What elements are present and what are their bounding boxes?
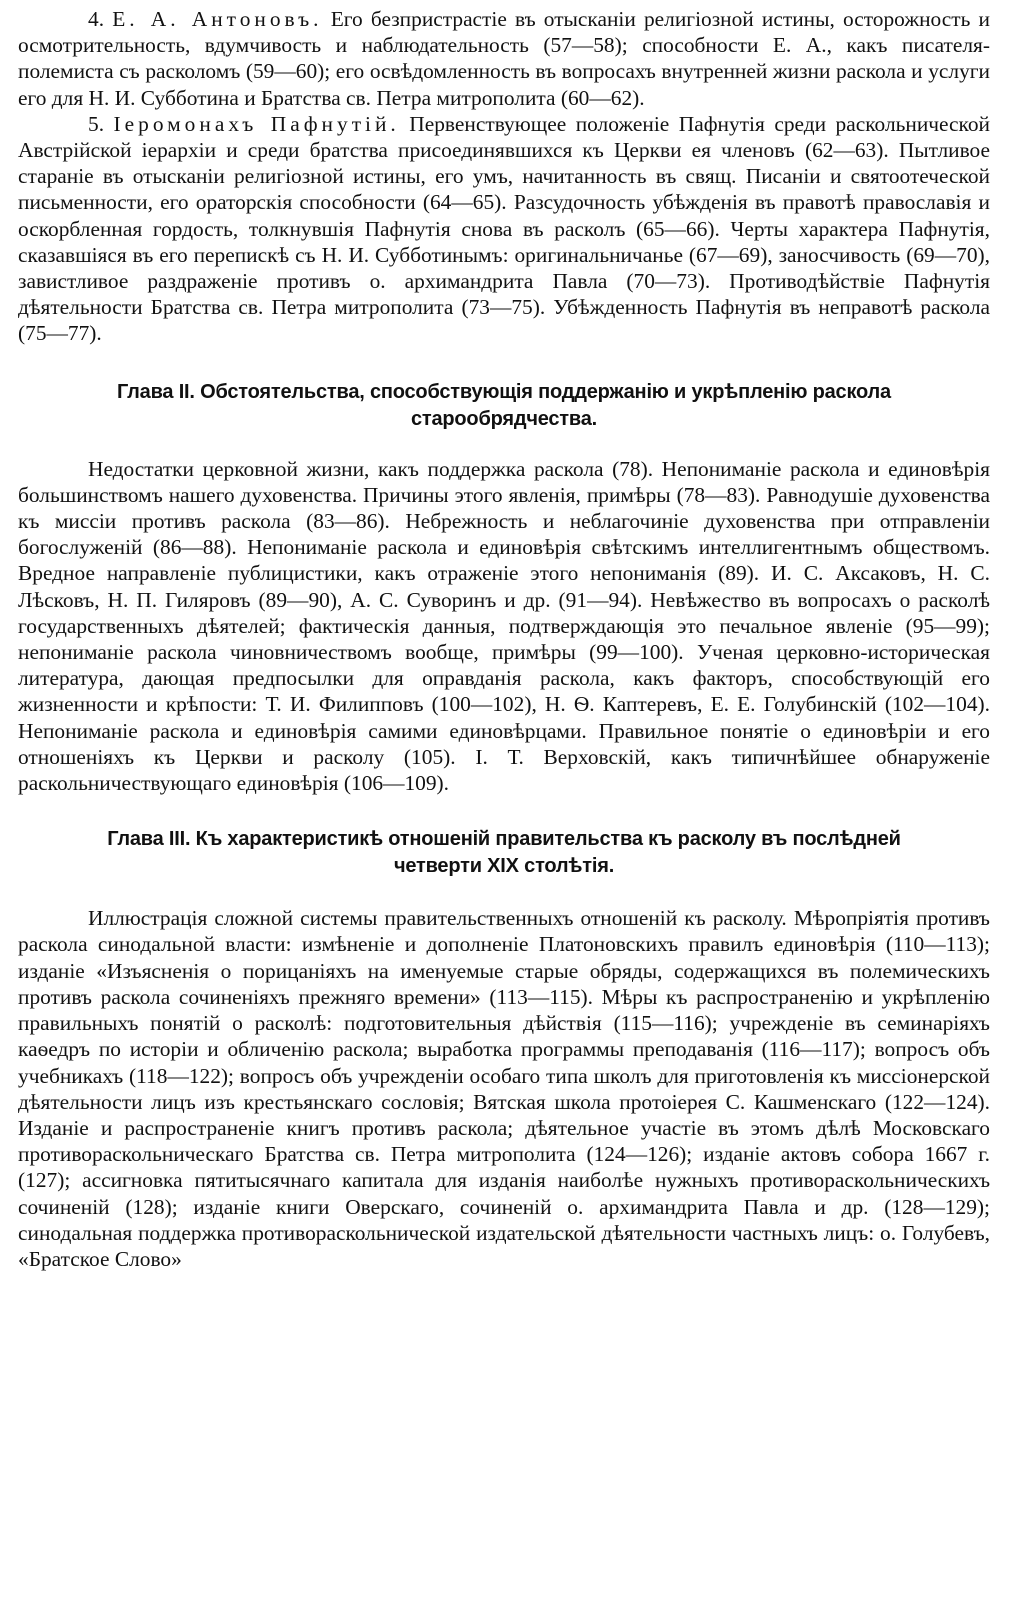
section-item-4	[18, 6, 990, 111]
chapter-3-title-line-2: четверти XIX столѣтія.	[393, 855, 615, 878]
item-4-text: Его безпристрастіе въ отысканіи религіозной истины, осторожность и осмотрительность, вдумчивость и наблюдательность (57—58); способности Е. А., какъ писателя-полемиста съ расколомъ (59—60); его освѣдомленность въ вопросахъ внутренней жизни раскола и услуги его для Н. И. Субботина и Братства св. Петра митрополита (60—62).	[18, 7, 990, 110]
chapter-2-paragraph: Недостатки церковной жизни, какъ поддержка раскола (78). Непониманіе раскола и единовѣрія большинствомъ нашего духовенства. Причины этого явленія, примѣры (78—83). Равнодушіе духовенства къ миссіи противъ раскола (83—86). Небрежность и неблагочиніе духовенства при отправленіи богослуженій (86—88). Непониманіе раскола и единовѣрія свѣтскимъ интеллигентнымъ обществомъ. Вредное направленіе публицистики, какъ отраженіе этого непониманія (89). И. С. Аксаковъ, Н. С. Лѣсковъ, Н. П. Гиляровъ (89—90), А. С. Суворинъ и др. (91—94). Невѣжество въ вопросахъ о расколѣ государственныхъ дѣятелей; фактическія данныя, подтверждающія это печальное явленіе (95—99); непониманіе раскола чиновничествомъ вообще, примѣры (99—100). Ученая церковно-историческая литература, дающая предпосылки для оправданія раскола, какъ факторъ, способствующій его жизненности и крѣпости: Т. И. Филипповъ (100—102), Н. Ѳ. Каптеревъ, Е. Е. Голубинскій (102—104). Непониманіе раскола и единовѣрія самими единовѣрцами. Правильное понятіе о единовѣріи и его отношеніяхъ къ Церкви и расколу (105). І. Т. Верховскій, какъ типичнѣйшее обнаруженіе раскольничествующаго единовѣрія (106—109).	[18, 456, 990, 796]
chapter-2-title-line-2: старообрядчества.	[410, 407, 598, 430]
item-5-text: Первенствующее положеніе Пафнутія среди раскольнической Австрійской іерархіи и среди братства присоединявшихся къ Церкви ея членовъ (62—63). Пытливое стараніе въ отысканіи религіозной истины, его умъ, начитанность въ свящ. Писаніи и святоотеческой письменности, его ораторскія способности (64—65). Разсудочность убѣжденія въ правотѣ православія и оскорбленная гордость, толкнувшія Пафнутія снова въ расколъ (65—66). Черты характера Пафнутія, сказавшіяся въ его перепискѣ съ Н. И. Субботинымъ: оригинальничанье (67—69), заносчивость (69—70), завистливое раздраженіе противъ о. архимандрита Павла (70—73). Противодѣйствіе Пафнутія дѣятельности Братства св. Петра митрополита (73—75). Убѣжденность Пафнутія въ неправотѣ раскола (75—77).	[18, 111, 991, 346]
item-4-name: Е. А. Антоновъ.	[112, 7, 323, 31]
chapter-3-title	[18, 826, 990, 880]
chapter-3-paragraph: Иллюстрація сложной системы правительственныхъ отношеній къ расколу. Мѣропріятія противъ раскола синодальной власти: измѣненіе и дополненіе Платоновскихъ правилъ единовѣрія (110—113); изданіе «Изъясненія о порицаніяхъ на именуемые старые обряды, содержащихся въ полемическихъ противъ раскола сочиненіяхъ прежняго времени» (113—115). Мѣры къ распространенію и укрѣпленію правильныхъ понятій о расколѣ: подготовительныя дѣйствія (115—116); учрежденіе въ семинаріяхъ каѳедръ по исторіи и обличенію раскола; выработка программы преподаванія (116—117); вопросъ объ учебникахъ (118—122); вопросъ объ учрежденіи особаго типа школъ для приготовленія къ миссіонерской дѣятельности лицъ изъ крестьянскаго сословія; Вятская школа протоіерея С. Кашменскаго (122—124). Изданіе и распространеніе книгъ противъ раскола; дѣятельное участіе въ этомъ дѣлѣ Московскаго противораскольническаго Братства св. Петра митрополита (124—126); изданіе актовъ собора 1667 г. (127); ассигновка пятитысячнаго капитала для изданія наиболѣе нужныхъ противораскольническихъ сочиненій (128); изданіе книги Оверскаго, сочиненій о. архимандрита Павла и др. (128—129); синодальная поддержка противораскольнической издательской дѣятельности частныхъ лицъ: о. Голубевъ, «Братское Слово»	[18, 906, 990, 1271]
item-5-number: 5.	[88, 111, 105, 136]
document-page	[18, 6, 990, 1272]
chapter-2-title-line-1: Глава II. Обстоятельства, способствующія поддержанію и укрѣпленію раскола	[117, 380, 891, 403]
item-5-name: Іеромонахъ Пафнутій.	[113, 111, 400, 136]
section-item-5	[18, 111, 990, 347]
chapter-2-title	[18, 379, 990, 433]
chapter-3-title-line-1: Глава III. Къ характеристикѣ отношеній правительства къ расколу въ послѣдней	[107, 828, 901, 851]
item-4-number: 4.	[88, 7, 105, 31]
